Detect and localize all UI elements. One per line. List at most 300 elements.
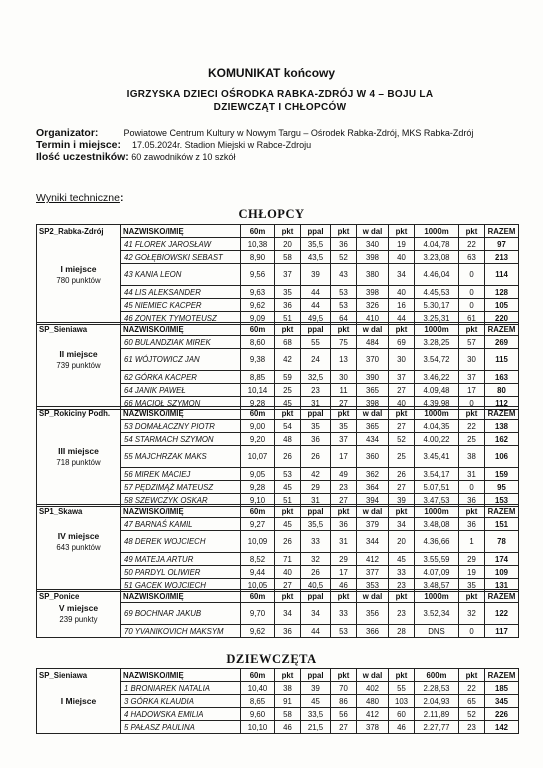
team-placement-cell <box>37 299 121 312</box>
result-cell: 360 <box>357 446 389 468</box>
result-cell: 3.45,41 <box>415 446 459 468</box>
result-cell: 71 <box>275 553 301 566</box>
total-points: 163 <box>485 371 519 384</box>
result-cell: 480 <box>357 695 389 708</box>
result-cell: 30 <box>389 349 415 371</box>
column-header: pkt <box>459 590 485 603</box>
result-cell: 0 <box>459 264 485 286</box>
result-cell: 326 <box>357 299 389 312</box>
result-cell: 27 <box>331 397 357 410</box>
result-cell: 64 <box>331 312 357 325</box>
column-header: NAZWISKO/IMIĘ <box>121 669 241 682</box>
result-cell: 4.04,35 <box>415 420 459 433</box>
result-cell: 402 <box>357 682 389 695</box>
result-cell: 27 <box>275 579 301 592</box>
result-cell: 3.48,57 <box>415 579 459 592</box>
result-cell: 26 <box>301 566 331 579</box>
total-points: 226 <box>485 708 519 721</box>
total-points: 97 <box>485 238 519 251</box>
result-cell: 53 <box>331 299 357 312</box>
result-cell: 35 <box>459 579 485 592</box>
result-cell: 17 <box>331 566 357 579</box>
result-cell: 34 <box>389 264 415 286</box>
result-cell: 364 <box>357 481 389 494</box>
results-table <box>36 322 519 410</box>
result-cell: 9,63 <box>241 286 275 299</box>
result-cell: 43 <box>331 264 357 286</box>
column-header: 1000m <box>415 407 459 420</box>
result-cell: 10,07 <box>241 446 275 468</box>
result-cell: 4.39,98 <box>415 397 459 410</box>
column-header: RAZEM <box>485 590 519 603</box>
total-points: 112 <box>485 397 519 410</box>
result-cell: 23 <box>331 481 357 494</box>
table-row <box>37 721 519 734</box>
result-cell: 379 <box>357 518 389 531</box>
column-header: pkt <box>331 225 357 238</box>
athlete-name: 70 YVANIKOVICH MAKSYM <box>121 625 241 638</box>
column-header: ppal <box>301 323 331 336</box>
column-header: pkt <box>389 323 415 336</box>
column-header: w dal <box>357 590 389 603</box>
result-cell: 8,60 <box>241 336 275 349</box>
column-header: 60m <box>241 407 275 420</box>
result-cell: 52 <box>389 433 415 446</box>
result-cell: 45 <box>301 695 331 708</box>
result-cell: 36 <box>301 433 331 446</box>
page-title: KOMUNIKAT końcowy <box>207 66 336 80</box>
column-header: pkt <box>389 669 415 682</box>
team-points: 739 punktów <box>56 360 101 370</box>
result-cell: 40 <box>389 286 415 299</box>
result-cell: 70 <box>331 682 357 695</box>
total-points: 159 <box>485 468 519 481</box>
athlete-name: 4 HADOWSKA EMILIA <box>121 708 241 721</box>
total-points: 78 <box>485 531 519 553</box>
column-header: pkt <box>331 505 357 518</box>
team-placement-cell <box>37 384 121 397</box>
table-row <box>37 446 519 468</box>
result-cell: 60 <box>389 708 415 721</box>
result-cell: 34 <box>389 518 415 531</box>
result-cell: 37 <box>331 433 357 446</box>
result-cell: 2.04,93 <box>415 695 459 708</box>
result-cell: 19 <box>459 566 485 579</box>
result-cell: 31 <box>301 397 331 410</box>
column-header: pkt <box>331 669 357 682</box>
result-cell: 22 <box>459 682 485 695</box>
athlete-name: 44 LIS ALEKSANDER <box>121 286 241 299</box>
result-cell: 36 <box>459 494 485 507</box>
result-cell: 27 <box>331 494 357 507</box>
column-header: 60m <box>241 590 275 603</box>
result-cell: 11 <box>331 384 357 397</box>
team-placement-cell <box>37 468 121 481</box>
result-cell: 27 <box>389 481 415 494</box>
result-cell: 45 <box>389 553 415 566</box>
result-cell: 9,10 <box>241 494 275 507</box>
result-cell: 58 <box>275 251 301 264</box>
result-cell: 27 <box>389 384 415 397</box>
organizer-label: Organizator: <box>36 127 99 139</box>
table-row <box>37 336 519 349</box>
result-cell: 1 <box>459 531 485 553</box>
athlete-name: 54 STARMACH SZYMON <box>121 433 241 446</box>
team-placement-cell <box>37 518 121 531</box>
team-name: SP_Sieniawa <box>37 323 121 336</box>
column-header: pkt <box>389 225 415 238</box>
result-cell: 35 <box>275 286 301 299</box>
result-cell: 46 <box>389 721 415 734</box>
column-header: RAZEM <box>485 225 519 238</box>
table-row <box>37 682 519 695</box>
page-subtitle <box>95 88 465 114</box>
athlete-name: 58 SZEWCZYK OSKAR <box>121 494 241 507</box>
date-value: 17.05.2024r. Stadion Miejski w Rabce-Zdroju <box>132 140 312 150</box>
result-cell: 398 <box>357 286 389 299</box>
result-cell: 68 <box>275 336 301 349</box>
result-cell: 9,62 <box>241 625 275 638</box>
result-cell: 40 <box>389 251 415 264</box>
date-row <box>36 139 311 151</box>
team-placement-cell <box>37 481 121 494</box>
result-cell: 57 <box>459 336 485 349</box>
team-placement-cell <box>37 695 121 708</box>
result-cell: DNS <box>415 625 459 638</box>
result-cell: 32 <box>459 603 485 625</box>
result-cell: 35,5 <box>301 518 331 531</box>
athlete-name: 51 GACEK WOJCIECH <box>121 579 241 592</box>
result-cell: 36 <box>275 625 301 638</box>
total-points: 105 <box>485 299 519 312</box>
column-header: RAZEM <box>485 669 519 682</box>
result-cell: 33 <box>301 531 331 553</box>
team-placement-cell <box>37 420 121 433</box>
column-header: 1000m <box>415 590 459 603</box>
result-cell: 3.25,31 <box>415 312 459 325</box>
column-header: 1000m <box>415 225 459 238</box>
team-placement-cell <box>37 251 121 264</box>
result-cell: 45 <box>275 397 301 410</box>
result-cell: 16 <box>389 299 415 312</box>
result-cell: 52 <box>331 251 357 264</box>
team-placement-cell <box>37 446 121 468</box>
results-table <box>36 224 519 325</box>
result-cell: 365 <box>357 420 389 433</box>
table-row <box>37 708 519 721</box>
result-cell: 37 <box>389 371 415 384</box>
athlete-name: 53 DOMAŁACZNY PIOTR <box>121 420 241 433</box>
result-cell: 43,5 <box>301 251 331 264</box>
table-row <box>37 531 519 553</box>
athlete-name: 69 BOCHNAR JAKUB <box>121 603 241 625</box>
column-header: NAZWISKO/IMIĘ <box>121 590 241 603</box>
team-placement-cell <box>37 721 121 734</box>
team-place: III miejsce <box>58 445 99 456</box>
column-header: w dal <box>357 407 389 420</box>
participants-row <box>36 151 235 163</box>
result-cell: 51 <box>275 312 301 325</box>
column-header: NAZWISKO/IMIĘ <box>121 323 241 336</box>
result-cell: 27 <box>389 420 415 433</box>
column-header: pkt <box>331 407 357 420</box>
organizer-value: Powiatowe Centrum Kultury w Nowym Targu – Ośrodek Rabka-Zdrój, MKS Rabka-Zdrój <box>123 128 474 138</box>
result-cell: 29 <box>459 553 485 566</box>
result-cell: 26 <box>275 531 301 553</box>
result-cell: 49 <box>331 468 357 481</box>
table-header-row <box>37 505 519 518</box>
result-cell: 9,44 <box>241 566 275 579</box>
table-row <box>37 286 519 299</box>
table-header-row <box>37 590 519 603</box>
total-points: 345 <box>485 695 519 708</box>
result-cell: 10,10 <box>241 721 275 734</box>
result-cell: 42 <box>275 349 301 371</box>
result-cell: 0 <box>459 299 485 312</box>
organizer-row <box>36 127 473 139</box>
result-cell: 48 <box>275 433 301 446</box>
result-cell: 30 <box>459 349 485 371</box>
team-placement-cell <box>37 566 121 579</box>
result-cell: 2.28,53 <box>415 682 459 695</box>
result-cell: 365 <box>357 384 389 397</box>
table-row <box>37 384 519 397</box>
team-place: V miejsce <box>58 602 99 613</box>
result-cell: 30 <box>331 371 357 384</box>
result-cell: 398 <box>357 251 389 264</box>
column-header: w dal <box>357 669 389 682</box>
result-cell: 32,5 <box>301 371 331 384</box>
result-cell: 25 <box>459 433 485 446</box>
column-header: 1000m <box>415 323 459 336</box>
result-cell: 19 <box>389 238 415 251</box>
result-cell: 38 <box>459 446 485 468</box>
column-header: w dal <box>357 323 389 336</box>
result-cell: 51 <box>275 494 301 507</box>
column-header: RAZEM <box>485 505 519 518</box>
result-cell: 75 <box>331 336 357 349</box>
column-header: pkt <box>459 323 485 336</box>
total-points: 95 <box>485 481 519 494</box>
result-cell: 35 <box>301 420 331 433</box>
result-cell: 31 <box>301 494 331 507</box>
athlete-name: 42 GOŁĘBIOWSKI SEBAST <box>121 251 241 264</box>
table-row <box>37 553 519 566</box>
column-header: pkt <box>275 407 301 420</box>
result-cell: 35 <box>331 420 357 433</box>
table-row <box>37 625 519 638</box>
result-cell: 484 <box>357 336 389 349</box>
table-row <box>37 251 519 264</box>
results-table <box>36 589 519 638</box>
result-cell: 9,56 <box>241 264 275 286</box>
participants-label: Ilość uczestników: <box>36 151 129 163</box>
result-cell: 36 <box>331 238 357 251</box>
athlete-name: 49 MATEJA ARTUR <box>121 553 241 566</box>
team-name: SP_Sieniawa <box>37 669 121 682</box>
girls-heading: DZIEWCZĘTA <box>226 652 317 666</box>
total-points: 151 <box>485 518 519 531</box>
table-row <box>37 695 519 708</box>
team-points: 718 punktów <box>56 457 101 467</box>
result-cell: 37 <box>275 264 301 286</box>
team-placement-cell <box>37 603 121 625</box>
date-label: Termin i miejsce: <box>36 139 122 151</box>
result-cell: 394 <box>357 494 389 507</box>
result-cell: 46 <box>331 579 357 592</box>
result-cell: 20 <box>389 531 415 553</box>
total-points: 109 <box>485 566 519 579</box>
result-cell: 103 <box>389 695 415 708</box>
column-header: w dal <box>357 505 389 518</box>
column-header: w dal <box>357 225 389 238</box>
result-cell: 40,5 <box>301 579 331 592</box>
column-header: pkt <box>275 669 301 682</box>
total-points: 213 <box>485 251 519 264</box>
result-cell: 44 <box>301 286 331 299</box>
result-cell: 33,5 <box>301 708 331 721</box>
result-cell: 45 <box>275 481 301 494</box>
team-placement-cell <box>37 625 121 638</box>
athlete-name: 50 PARDYL OLIWIER <box>121 566 241 579</box>
table-row <box>37 299 519 312</box>
result-cell: 3.28,25 <box>415 336 459 349</box>
result-cell: 44 <box>301 299 331 312</box>
result-cell: 39 <box>301 264 331 286</box>
athlete-name: 64 JANIK PAWEŁ <box>121 384 241 397</box>
athlete-name: 57 PĘDZIMĄŻ MATEUSZ <box>121 481 241 494</box>
athlete-name: 46 ZONTEK TYMOTEUSZ <box>121 312 241 325</box>
table-row <box>37 264 519 286</box>
result-cell: 8,85 <box>241 371 275 384</box>
total-points: 153 <box>485 494 519 507</box>
team-placement-cell <box>37 264 121 286</box>
result-cell: 23 <box>389 603 415 625</box>
column-header: ppal <box>301 225 331 238</box>
result-cell: 26 <box>275 446 301 468</box>
result-cell: 3.23,08 <box>415 251 459 264</box>
column-header: 60m <box>241 669 275 682</box>
result-cell: 2.27,77 <box>415 721 459 734</box>
result-cell: 49,5 <box>301 312 331 325</box>
result-cell: 13 <box>331 349 357 371</box>
athlete-name: 55 MAJCHRZAK MAKS <box>121 446 241 468</box>
result-cell: 86 <box>331 695 357 708</box>
column-header: 60m <box>241 505 275 518</box>
column-header: pkt <box>389 407 415 420</box>
column-header: pkt <box>389 590 415 603</box>
result-cell: 29 <box>301 481 331 494</box>
results-heading-colon: : <box>119 192 124 204</box>
column-header: NAZWISKO/IMIĘ <box>121 225 241 238</box>
result-cell: 9,38 <box>241 349 275 371</box>
result-cell: 39 <box>389 494 415 507</box>
column-header: 1000m <box>415 505 459 518</box>
subtitle-line-2: DZIEWCZĄT I CHŁOPCÓW <box>213 102 347 113</box>
result-cell: 35,5 <box>301 238 331 251</box>
result-cell: 8,65 <box>241 695 275 708</box>
table-row <box>37 433 519 446</box>
total-points: 117 <box>485 625 519 638</box>
column-header: pkt <box>331 323 357 336</box>
result-cell: 20 <box>275 238 301 251</box>
result-cell: 356 <box>357 603 389 625</box>
team-place: I Miejsce <box>60 695 97 706</box>
team-placement-cell <box>37 708 121 721</box>
team-placement-cell <box>37 286 121 299</box>
column-header: pkt <box>275 590 301 603</box>
total-points: 106 <box>485 446 519 468</box>
team-placement-cell <box>37 553 121 566</box>
result-cell: 4.00,22 <box>415 433 459 446</box>
column-header: pkt <box>459 669 485 682</box>
result-cell: 8,90 <box>241 251 275 264</box>
total-points: 220 <box>485 312 519 325</box>
result-cell: 3.48,08 <box>415 518 459 531</box>
athlete-name: 3 GÓRKA KLAUDIA <box>121 695 241 708</box>
result-cell: 25 <box>389 446 415 468</box>
result-cell: 25 <box>275 384 301 397</box>
result-cell: 28 <box>389 625 415 638</box>
team-placement-cell <box>37 531 121 553</box>
subtitle-line-1: IGRZYSKA DZIECI OŚRODKA RABKA-ZDRÓJ W 4 – BOJU LA <box>126 89 434 100</box>
result-cell: 344 <box>357 531 389 553</box>
result-cell: 412 <box>357 708 389 721</box>
result-cell: 61 <box>459 312 485 325</box>
result-cell: 3.55,59 <box>415 553 459 566</box>
result-cell: 55 <box>301 336 331 349</box>
result-cell: 21,5 <box>301 721 331 734</box>
total-points: 115 <box>485 349 519 371</box>
result-cell: 4.46,04 <box>415 264 459 286</box>
total-points: 174 <box>485 553 519 566</box>
result-cell: 9,27 <box>241 518 275 531</box>
result-cell: 59 <box>275 371 301 384</box>
column-header: pkt <box>459 407 485 420</box>
result-cell: 31 <box>459 468 485 481</box>
result-cell: 31 <box>331 531 357 553</box>
result-cell: 53 <box>331 286 357 299</box>
column-header: pkt <box>275 323 301 336</box>
result-cell: 46 <box>275 721 301 734</box>
team-place: IV miejsce <box>57 530 100 541</box>
results-heading-text: Wyniki techniczne <box>36 192 120 204</box>
column-header: NAZWISKO/IMIĘ <box>121 505 241 518</box>
result-cell: 36 <box>275 299 301 312</box>
table-row <box>37 603 519 625</box>
result-cell: 0 <box>459 286 485 299</box>
result-cell: 42 <box>301 468 331 481</box>
table-header-row <box>37 323 519 336</box>
table-row <box>37 566 519 579</box>
result-cell: 44 <box>301 625 331 638</box>
athlete-name: 43 KANIA LEON <box>121 264 241 286</box>
result-cell: 32 <box>301 553 331 566</box>
result-cell: 36 <box>331 518 357 531</box>
result-cell: 37 <box>459 371 485 384</box>
result-cell: 5.30,17 <box>415 299 459 312</box>
result-cell: 65 <box>459 695 485 708</box>
team-name: SP_Rokiciny Podh. <box>37 407 121 420</box>
column-header: ppal <box>301 669 331 682</box>
participants-value: 60 zawodników z 10 szkół <box>131 152 236 162</box>
total-points: 185 <box>485 682 519 695</box>
column-header: pkt <box>459 225 485 238</box>
athlete-name: 60 BULANDZIAK MIREK <box>121 336 241 349</box>
result-cell: 17 <box>331 446 357 468</box>
result-cell: 9,09 <box>241 312 275 325</box>
result-cell: 0 <box>459 625 485 638</box>
